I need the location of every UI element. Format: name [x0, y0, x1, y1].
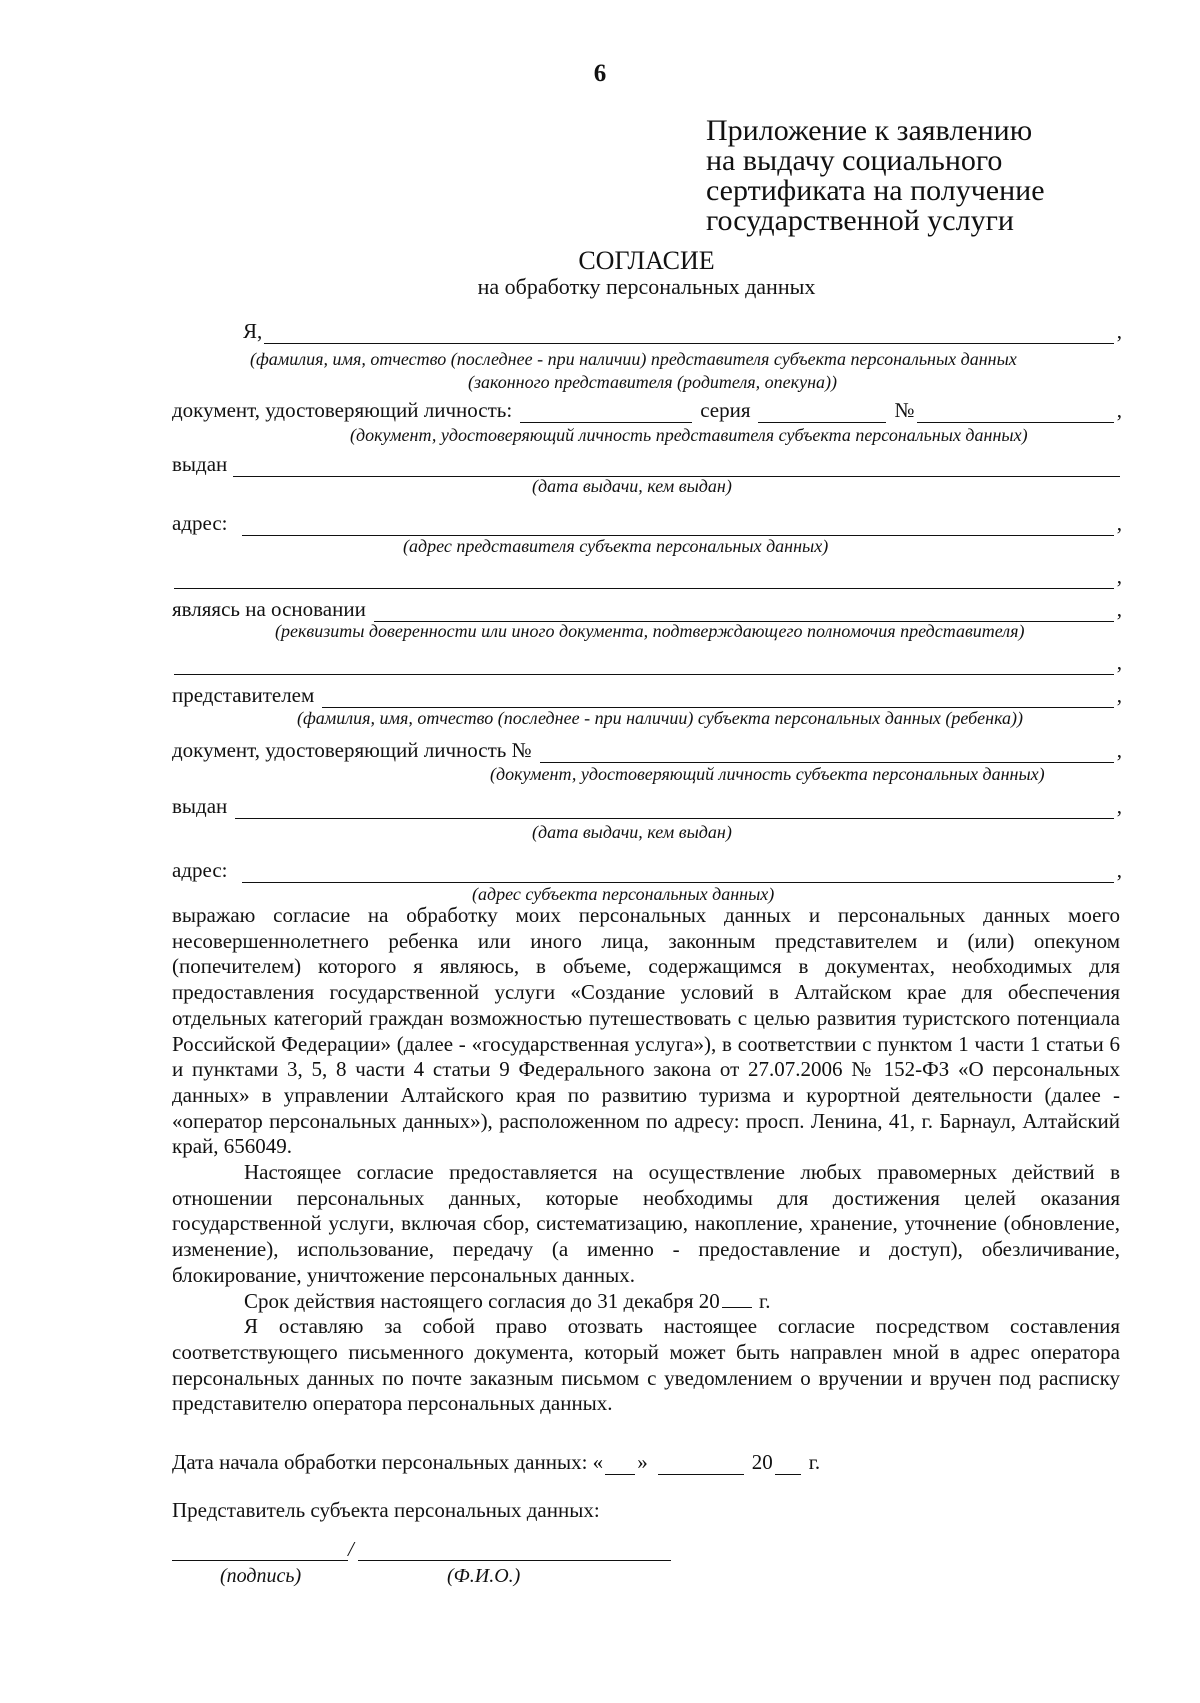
comma: , [1116, 794, 1122, 818]
subject-address-hint: (адрес субъекта персональных данных) [472, 884, 775, 904]
address-field-2[interactable] [174, 568, 1114, 589]
representative-name-hint: (фамилия, имя, отчество (последнее - при наличии) представителя субъекта персональных данных [250, 349, 1017, 369]
full-name-field[interactable] [358, 1560, 671, 1561]
representative-name-field[interactable] [264, 323, 1113, 344]
issued-label: выдан [172, 452, 228, 476]
subject-name-field[interactable] [322, 687, 1113, 708]
start-date-quote: » [637, 1450, 648, 1474]
basis-field[interactable] [374, 601, 1114, 622]
basis-field-2[interactable] [174, 654, 1114, 675]
document-subtitle: на обработку персональных данных [477, 274, 816, 299]
comma: , [1116, 319, 1122, 343]
start-date-row [172, 1447, 872, 1475]
subject-address-field[interactable] [242, 862, 1114, 883]
signature-hint: (подпись) [220, 1565, 302, 1587]
appendix-line: Приложение к заявлению [706, 114, 1033, 147]
representative-id-hint: (документ, удостоверяющий личность представителя субъекта персональных данных) [350, 425, 1028, 445]
appendix-line: на выдачу социального [706, 144, 1003, 177]
appendix-header [706, 116, 1126, 236]
comma: , [1116, 597, 1122, 621]
scope-paragraph: Настоящее согласие предоставляется на осуществление любых правомерных действий в отношении персональных данных, которые необходимы для достижения целей оказания государственной услуги, включая сбор, систематизацию, накопление, хранение, уточнение (обновление, изменение), использование, передачу (а именно - предоставление и доступ), обезличивание, блокирование, уничтожение персональных данных. [172, 1160, 1120, 1287]
subject-issued-field[interactable] [235, 798, 1113, 819]
ya-label: Я, [243, 319, 263, 343]
basis-row-2 [172, 647, 1122, 675]
representative-name-hint-2: (законного представителя (родителя, опекуна)) [468, 372, 837, 392]
comma: , [1116, 511, 1122, 535]
start-date-year-field[interactable] [775, 1454, 801, 1475]
signature-field[interactable] [172, 1560, 348, 1561]
validity-text: Срок действия настоящего согласия до 31 декабря 20 [244, 1288, 720, 1313]
id-doc-field[interactable] [520, 402, 692, 423]
page-number: 6 [593, 60, 607, 87]
subject-id-field[interactable] [540, 742, 1114, 763]
series-field[interactable] [758, 402, 886, 423]
validity-paragraph [172, 1289, 1120, 1315]
address-field[interactable] [242, 515, 1114, 536]
start-date-year-suffix: г. [808, 1450, 821, 1474]
validity-year-suffix: г. [759, 1288, 771, 1313]
issued-field[interactable] [233, 456, 1120, 477]
representative-address-row-2 [172, 561, 1122, 589]
basis-hint: (реквизиты доверенности или иного документа, подтверждающего полномочия представителя) [275, 621, 1025, 641]
subject-issued-label: выдан [172, 794, 228, 818]
validity-year-field[interactable] [722, 1291, 752, 1308]
subject-name-row [172, 680, 1122, 708]
number-label: № [894, 398, 915, 422]
basis-row [172, 594, 1122, 622]
subject-address-label: адрес: [172, 858, 228, 882]
consent-body [172, 903, 1120, 1417]
full-name-hint: (Ф.И.О.) [447, 1565, 521, 1587]
issued-hint: (дата выдачи, кем выдан) [532, 476, 732, 496]
appendix-line: государственной услуги [706, 204, 1014, 237]
signature-label: Представитель субъекта персональных данных: [172, 1498, 600, 1522]
start-date-label: Дата начала обработки персональных данных: « [172, 1450, 604, 1474]
subject-id-row [172, 735, 1122, 763]
number-field[interactable] [917, 402, 1114, 423]
appendix-line: сертификата на получение [706, 174, 1045, 207]
subject-address-row [172, 855, 1122, 883]
basis-label: являясь на основании [172, 597, 366, 621]
series-label: серия [700, 398, 751, 422]
signature-slash: / [348, 1537, 354, 1561]
comma: , [1116, 650, 1122, 674]
representative-id-row [172, 395, 1122, 423]
consent-paragraph: выражаю согласие на обработку моих персональных данных и персональных данных моего несовершеннолетнего ребенка или иного лица, законным представителем и (или) опекуном (попечителем) которого я являюсь, в объеме, содержащимся в документах, необходимых для предоставления государственной услуги «Создание условий в Алтайском крае для обеспечения отдельных категорий граждан возможностью путешествовать с целью развития туристского потенциала Российской Федерации» (далее - «государственная услуга»), в соответствии с пунктом 1 части 1 статьи 6 и пунктами 3, 5, 8 части 4 статьи 9 Федерального закона от 27.07.2006 № 152-ФЗ «О персональных данных» в управлении Алтайского края по развитию туризма и курортной деятельности (далее - «оператор персональных данных»), расположенном по адресу: просп. Ленина, 41, г. Барнаул, Алтайский край, 656049. [172, 903, 1120, 1159]
representative-label: представителем [172, 683, 315, 707]
representative-address-row [172, 508, 1122, 536]
comma: , [1116, 858, 1122, 882]
representative-issued-row [172, 449, 1122, 477]
comma: , [1116, 564, 1122, 588]
comma: , [1116, 398, 1122, 422]
document-title: СОГЛАСИЕ [578, 246, 715, 275]
representative-address-hint: (адрес представителя субъекта персональных данных) [403, 536, 829, 556]
revocation-paragraph: Я оставляю за собой право отозвать настоящее согласие посредством составления соответствующего письменного документа, который может быть направлен мной в адрес оператора персональных данных по почте заказным письмом с уведомлением о вручении и вручен под расписку представителю оператора персональных данных. [172, 1314, 1120, 1416]
subject-issued-row [172, 791, 1122, 819]
comma: , [1116, 738, 1122, 762]
comma: , [1116, 683, 1122, 707]
subject-id-label: документ, удостоверяющий личность № [172, 738, 532, 762]
representative-name-row [243, 316, 1122, 344]
subject-name-hint: (фамилия, имя, отчество (последнее - при наличии) субъекта персональных данных (ребенка)) [297, 708, 1024, 728]
subject-id-hint: (документ, удостоверяющий личность субъекта персональных данных) [490, 764, 1045, 784]
subject-issued-hint: (дата выдачи, кем выдан) [532, 822, 732, 842]
id-doc-label: документ, удостоверяющий личность: [172, 398, 513, 422]
start-date-month-field[interactable] [658, 1454, 744, 1475]
start-date-year-prefix: 20 [751, 1450, 773, 1474]
start-date-day-field[interactable] [605, 1454, 635, 1475]
address-label: адрес: [172, 511, 228, 535]
